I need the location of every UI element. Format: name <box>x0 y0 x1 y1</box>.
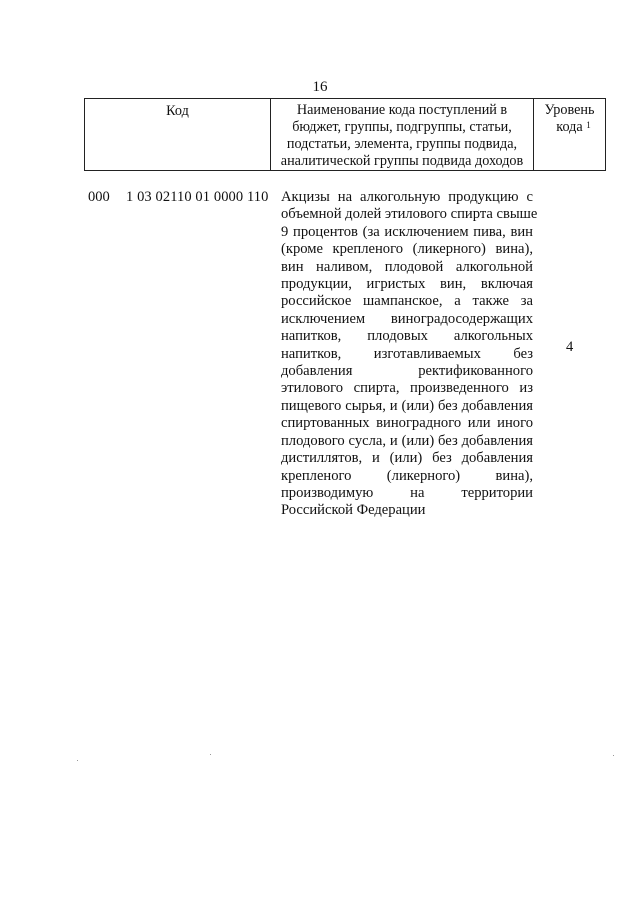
description-line: напитков, плодовых алкогольных <box>281 328 533 345</box>
description-line: плодового сусла, и (или) без добавления <box>281 432 533 449</box>
code-level: 4 <box>566 339 574 355</box>
description-line: объемной долей этилового спирта свыше <box>281 206 538 223</box>
header-name-line: аналитической группы подвида доходов <box>280 153 524 169</box>
description-line: Российской Федерации <box>281 502 426 519</box>
header-code-cell <box>85 99 271 171</box>
page-number: 16 <box>312 79 328 95</box>
description-line: (кроме крепленого (ликерного) вина), <box>281 241 533 258</box>
table-header <box>84 98 606 171</box>
description-line: пищевого сырья, и (или) без добавления <box>281 397 533 414</box>
description-line: 9 процентов (за исключением пива, вин <box>281 223 533 240</box>
scan-speck <box>613 755 614 756</box>
description-line: крепленого (ликерного) вина), <box>281 467 533 484</box>
scan-speck <box>210 754 211 755</box>
scan-speck <box>77 760 78 761</box>
income-description <box>281 189 538 520</box>
header-level-label: Уровень <box>544 102 595 118</box>
description-line: производимую на территории <box>281 484 533 501</box>
header-name-line: бюджет, группы, подгруппы, статьи, <box>292 119 512 135</box>
description-line: дистиллятов, и (или) без добавления <box>281 450 533 467</box>
description-line: этилового спирта, произведенного из <box>281 380 533 397</box>
description-line: продукции, игристых вин, включая <box>281 276 533 293</box>
header-name-cell <box>271 99 534 171</box>
admin-code: 000 <box>88 189 110 205</box>
header-level-word: кода <box>556 119 583 135</box>
header-code-label: Код <box>166 103 189 119</box>
description-line: напитков, изготавливаемых без <box>281 345 533 362</box>
description-line: спиртованных виноградного или иного <box>281 415 533 432</box>
description-line: вин наливом, плодовой алкогольной <box>281 258 533 275</box>
header-level-label-2 <box>534 119 605 136</box>
description-line: добавления ректификованного <box>281 363 533 380</box>
income-code: 1 03 02110 01 0000 110 <box>126 189 269 205</box>
header-name-line: подстатьи, элемента, группы подвида, <box>286 136 518 152</box>
header-level-cell <box>534 99 606 171</box>
description-line: исключением виноградосодержащих <box>281 310 533 327</box>
description-line: Акцизы на алкогольную продукцию с <box>281 189 533 205</box>
footnote-marker: 1 <box>586 120 591 130</box>
description-line: российское шампанское, а также за <box>281 293 533 310</box>
header-name-line: Наименование кода поступлений в <box>296 102 508 118</box>
